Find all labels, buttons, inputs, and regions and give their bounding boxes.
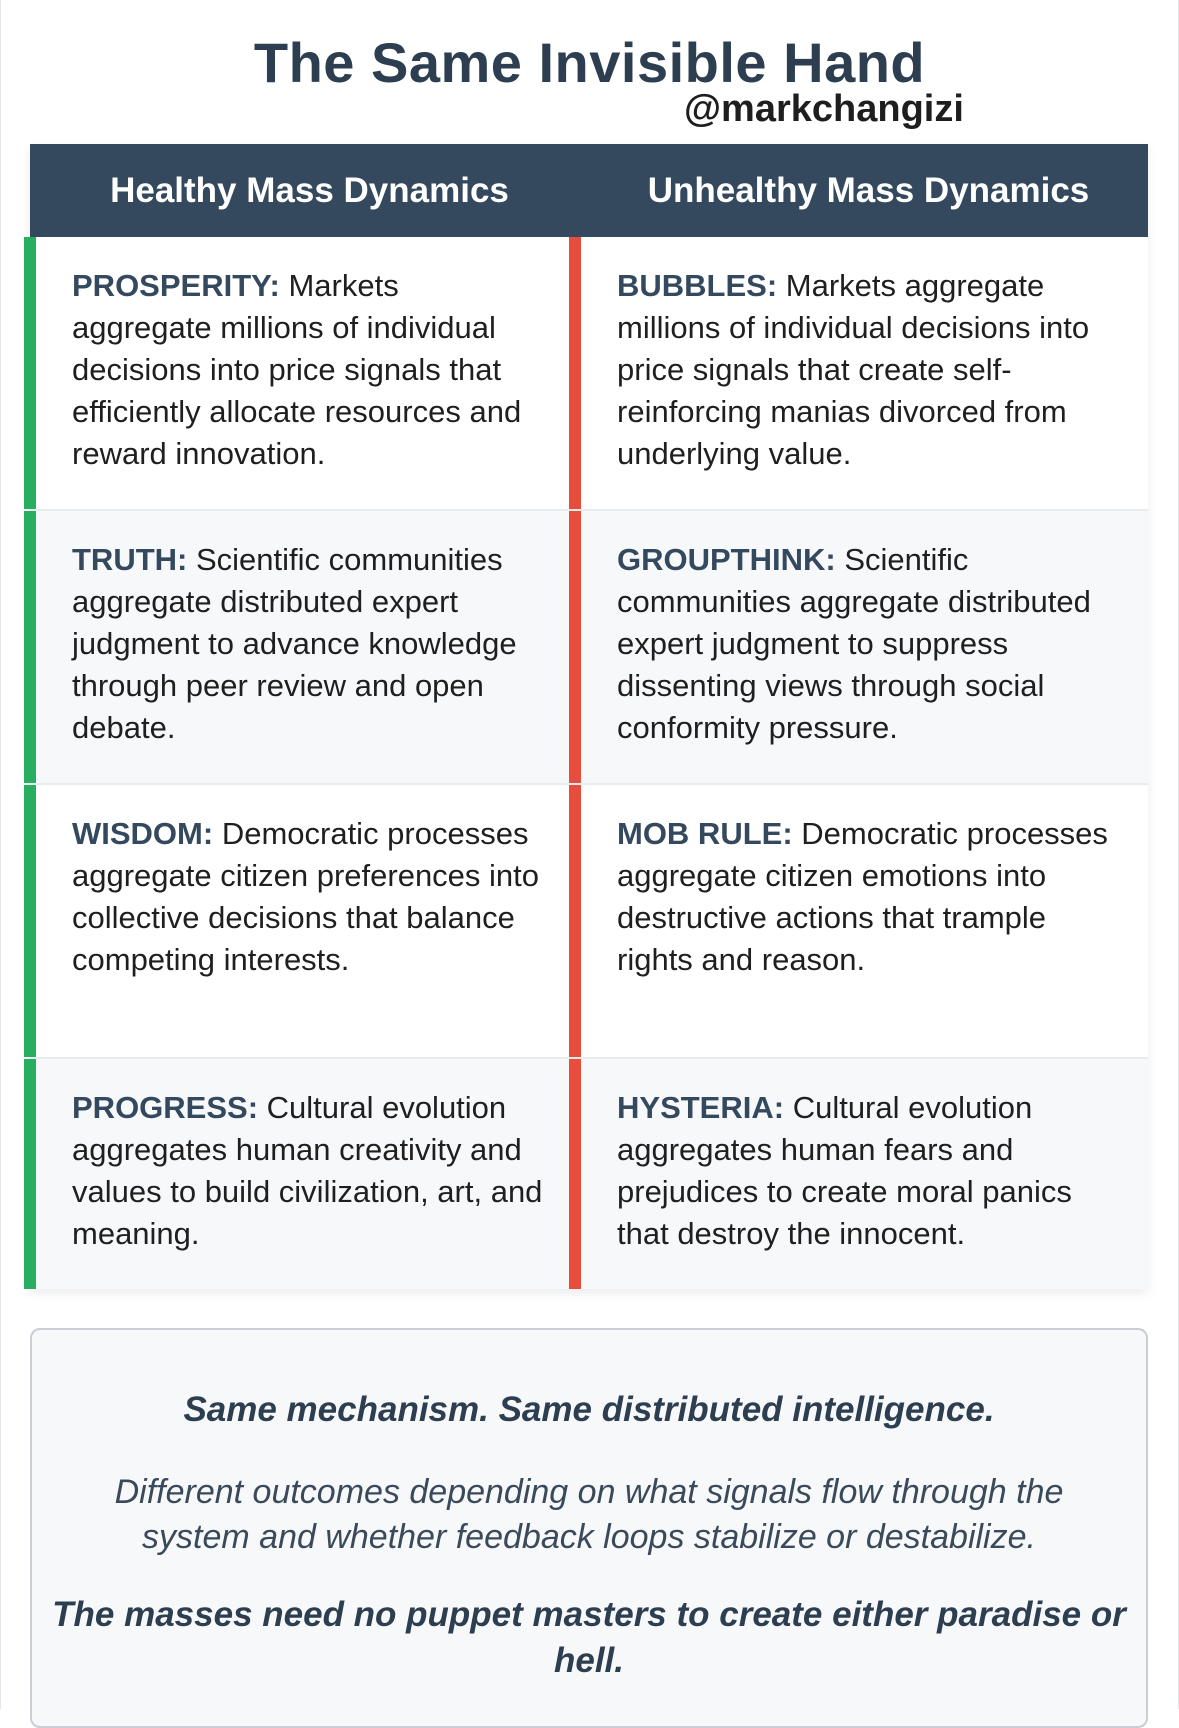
cell-term: BUBBLES: [617,268,778,303]
table-row [30,1059,1148,1289]
cell-term: PROGRESS: [72,1090,259,1125]
cell-text: Scientific communities aggregate distributed expert judgment to suppress dissenting views through social conformity pressure. [617,542,1091,745]
cell-text: Democratic processes aggregate citizen preferences into collective decisions that balance competing interests. [72,816,540,977]
table-row [30,785,1148,1059]
unhealthy-cell [569,1059,1148,1289]
cell-term: MOB RULE: [617,816,793,851]
healthy-cell [24,511,569,783]
cell-term: WISDOM: [72,816,214,851]
page-title: The Same Invisible Hand [253,31,926,94]
table-row [30,511,1148,785]
cell-text: Scientific communities aggregate distributed expert judgment to advance knowledge through peer review and open debate. [72,542,517,745]
healthy-cell [24,237,569,509]
summary-body: Different outcomes depending on what signals flow through the system and whether feedback loops stabilize or destabilize. [114,1473,1064,1556]
cell-text: Cultural evolution aggregates human fears and prejudices to create moral panics that destroy the innocent. [617,1090,1072,1251]
author-handle: @markchangizi [684,88,964,130]
healthy-cell [24,1059,569,1289]
summary-headline: Same mechanism. Same distributed intelligence. [183,1390,995,1429]
header-healthy: Healthy Mass Dynamics [110,170,509,210]
cell-text: Democratic processes aggregate citizen emotions into destructive actions that trample rights and reason. [617,816,1108,977]
healthy-cell [24,785,569,1057]
summary-conclusion: The masses need no puppet masters to create either paradise or hell. [52,1595,1126,1680]
unhealthy-cell [569,511,1148,783]
table-row [30,237,1148,511]
cell-term: GROUPTHINK: [617,542,836,577]
cell-term: PROSPERITY: [72,268,280,303]
cell-term: HYSTERIA: [617,1090,785,1125]
header-unhealthy: Unhealthy Mass Dynamics [647,170,1090,210]
cell-text: Cultural evolution aggregates human creativity and values to build civilization, art, and meaning. [72,1090,543,1251]
cell-term: TRUTH: [72,542,188,577]
unhealthy-cell [569,785,1148,1057]
cell-text: Markets aggregate millions of individual decisions into price signals that create self-reinforcing manias divorced from underlying value. [617,268,1090,471]
summary-box [30,1328,1148,1728]
cell-text: Markets aggregate millions of individual decisions into price signals that efficiently allocate resources and reward innovation. [72,268,522,471]
comparison-table [30,144,1148,1289]
unhealthy-cell [569,237,1148,509]
table-header [30,144,1148,237]
